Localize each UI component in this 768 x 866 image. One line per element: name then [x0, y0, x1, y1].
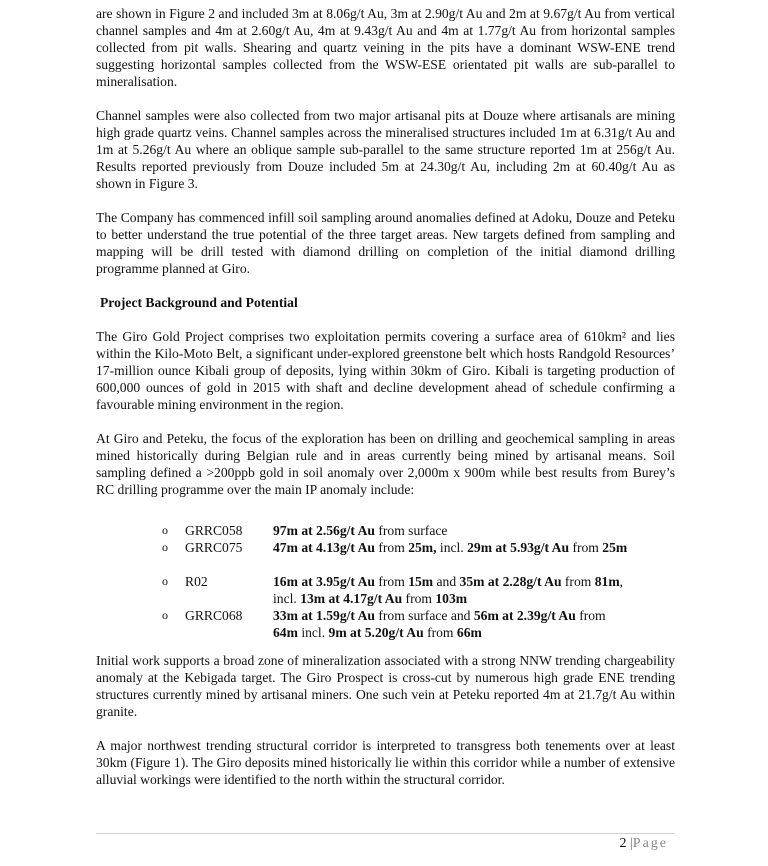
intercept-text: , incl. — [273, 574, 624, 606]
hole-id: GRRC068 — [185, 608, 243, 623]
intercept-text: from — [569, 540, 603, 555]
paragraph-giro-peteku-exploration: At Giro and Peteku, the focus of the exploration has been on drilling and geochemical sampling in areas mined historically during Belgian rule and in areas currently being mined by artisanal means. Soil sampling defined a >200ppb gold in soil anomaly over 2,000m x 900m while best results from Burey’s RC drilling programme over the main IP anomaly include: — [96, 431, 675, 497]
paragraph-project-background: The Giro Gold Project comprises two exploitation permits covering a surface area of 610km² and lies within the Kilo-Moto Belt, a significant under-explored greenstone belt which hosts Randgold Resources’ 17-million ounce Kibali group of deposits, lying within 30km of Giro. Kibali is targeting production of 600,000 ounces of gold in 2015 with shaft and decline development ahead of schedule confirming a favourable mining environment in the region. — [96, 329, 675, 412]
intercept-text: incl. — [297, 625, 329, 640]
intercept-text: from — [374, 574, 409, 589]
bullet-icon: o — [162, 523, 168, 537]
page-separator: | — [629, 836, 633, 851]
paragraph-figure2-results: are shown in Figure 2 and included 3m at 8.06g/t Au, 3m at 2.90g/t Au and 2m at 9.67g/t Au from vertical channel samples and 4m at 2.60g/t Au, 4m at 9.43g/t Au and 4m at 1.77g/t Au from horizontal samples collected from pit walls. Shearing and quartz veining in the pits have a dominant WSW-ENE trend suggesting horizontal samples collected from the WSW-ESE orientated pit walls are sub-parallel to mineralisation. — [96, 6, 675, 89]
intercept-value: 35m at 2.28g/t Au — [459, 574, 562, 589]
hole-id: R02 — [185, 574, 208, 589]
page-number-value: 2 — [619, 836, 627, 851]
intercept-value: 13m at 4.17g/t Au — [300, 591, 403, 606]
intercept-value: 25m, — [408, 540, 437, 555]
intercept-description — [273, 573, 633, 607]
intercept-value: 29m at 5.93g/t Au — [467, 540, 570, 555]
intercept-text: from — [575, 608, 606, 623]
page-word: Page — [632, 836, 668, 851]
bullet-icon: o — [162, 540, 168, 554]
document-page — [96, 5, 675, 805]
hole-id: GRRC075 — [185, 540, 243, 555]
bullet-icon: o — [162, 574, 168, 588]
intercept-value: 56m at 2.39g/t Au — [473, 608, 576, 623]
intercept-text: from — [402, 591, 436, 606]
intercept-value: 25m — [602, 540, 628, 555]
section-heading: Project Background and Potential — [100, 295, 298, 310]
intercept-text: and — [433, 574, 460, 589]
intercept-text: incl. — [436, 540, 468, 555]
intercept-value: 97m at 2.56g/t Au — [273, 523, 375, 538]
intercept-text: from — [423, 625, 457, 640]
intercept-text: from — [561, 574, 595, 589]
intercept-value: 9m at 5.20g/t Au — [328, 625, 424, 640]
intercept-value: 15m — [408, 574, 434, 589]
intercept-value: 103m — [435, 591, 468, 606]
intercept-text: from surface and — [374, 608, 474, 623]
drill-results-list — [96, 515, 675, 640]
intercept-value: 81m — [594, 574, 620, 589]
paragraph-douze-channel-samples: Channel samples were also collected from two major artisanal pits at Douze where artisanals are mining high grade quartz veins. Channel samples across the mineralised structures included 1m at 6.31g/t Au and 1m at 5.26g/t Au where an oblique sample sub-parallel to the same structure reported 1m at 256g/t Au. Results reported previously from Douze included 5m at 24.30g/t Au, including 2m at 60.40g/t Au as shown in Figure 3. — [96, 108, 675, 191]
intercept-value: 16m at 3.95g/t Au — [273, 574, 375, 589]
intercept-value: 33m at 1.59g/t Au — [273, 608, 375, 623]
intercept-text: from surface — [374, 523, 448, 538]
hole-id: GRRC058 — [185, 523, 243, 538]
intercept-description — [273, 522, 633, 539]
footer-rule — [96, 833, 675, 834]
paragraph-structural-corridor: A major northwest trending structural corridor is interpreted to transgress both tenements over at least 30km (Figure 1). The Giro deposits mined historically lie within this corridor while a number of extensive alluvial workings were identified to the north within the structural corridor. — [96, 738, 675, 787]
bullet-icon: o — [162, 608, 168, 622]
page-number — [619, 836, 668, 852]
intercept-text: from — [374, 540, 409, 555]
intercept-description — [273, 607, 633, 641]
intercept-value: 66m — [456, 625, 482, 640]
intercept-value: 47m at 4.13g/t Au — [273, 540, 375, 555]
intercept-value: 64m — [273, 625, 298, 640]
paragraph-infill-soil-sampling: The Company has commenced infill soil sampling around anomalies defined at Adoku, Douze and Peteku to better understand the true potential of the three target areas. New targets defined from sampling and mapping will be drill tested with diamond drilling on completion of the initial diamond drilling programme planned at Giro. — [96, 210, 675, 276]
paragraph-kebigada-target: Initial work supports a broad zone of mineralization associated with a strong NNW trending chargeability anomaly at the Kebigada target. The Giro Prospect is cross-cut by numerous high grade ENE trending structures currently mined by artisanal miners. One such vein at Peteku reported 4m at 21.7g/t Au within granite. — [96, 653, 675, 719]
intercept-description — [273, 539, 633, 556]
